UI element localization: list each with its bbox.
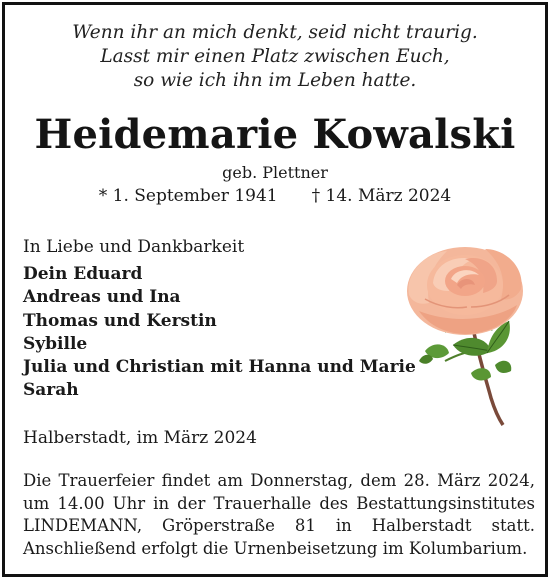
place-date: Halberstadt, im März 2024 bbox=[23, 428, 257, 448]
mourner-name: Julia und Christian mit Hanna und Marie bbox=[23, 357, 416, 378]
birth-date: * 1. September 1941 bbox=[98, 186, 278, 206]
mourner-name: Andreas und Ina bbox=[23, 287, 181, 308]
poem-line: Lasst mir einen Platz zwischen Euch, bbox=[100, 46, 450, 67]
obituary-notice bbox=[2, 2, 548, 577]
death-date: † 14. März 2024 bbox=[311, 186, 452, 206]
mourner-name: Sarah bbox=[23, 380, 79, 401]
life-dates bbox=[5, 185, 545, 207]
poem-line: so wie ich ihn im Leben hatte. bbox=[133, 70, 417, 91]
birth-name: geb. Plettner bbox=[222, 163, 328, 182]
funeral-details: Die Trauerfeier findet am Donnerstag, dem 28. März 2024, um 14.00 Uhr in der Trauerhalle des Bestattungsinstitutes LINDEMANN, Gröperstraße 81 in Halberstadt statt. Anschließend erfolgt die Urnenbeisetzung im Kolumbarium. bbox=[23, 471, 535, 558]
memorial-poem bbox=[5, 21, 545, 93]
greeting-line: In Liebe und Dankbarkeit bbox=[23, 237, 245, 257]
mourner-name: Thomas und Kerstin bbox=[23, 310, 217, 331]
poem-line: Wenn ihr an mich denkt, seid nicht traurig. bbox=[72, 22, 478, 43]
mourners-list bbox=[23, 263, 416, 403]
mourner-name: Sybille bbox=[23, 333, 88, 354]
rose-icon bbox=[395, 233, 525, 428]
deceased-name: Heidemarie Kowalski bbox=[34, 111, 516, 158]
mourner-name: Dein Eduard bbox=[23, 264, 143, 284]
